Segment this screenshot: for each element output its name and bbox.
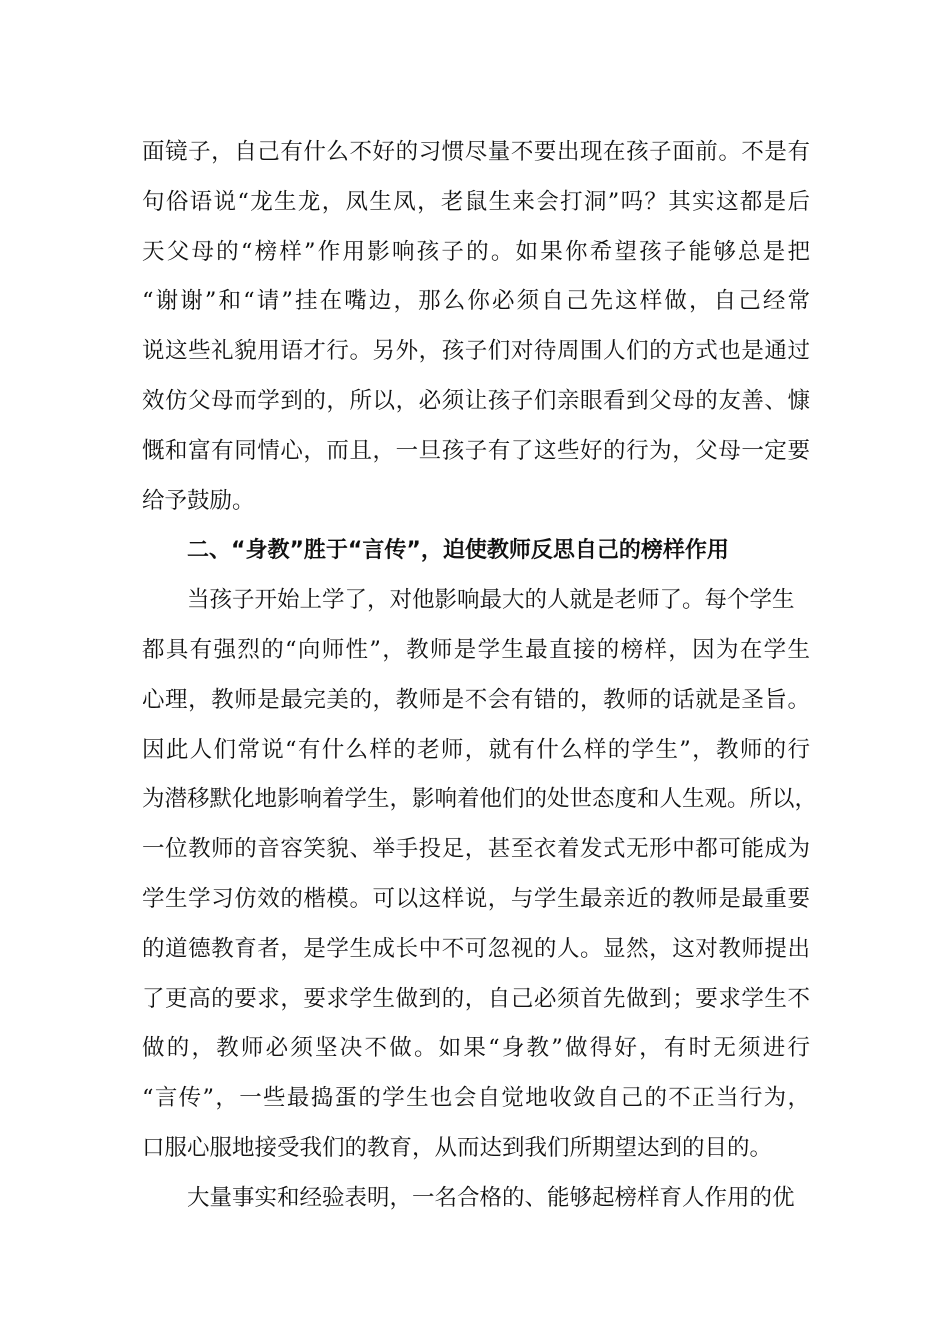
body-text — [142, 128, 818, 1224]
text-line: 面镜子，自己有什么不好的习惯尽量不要出现在孩子面前。不是有 — [142, 139, 810, 165]
text-line: 都具有强烈的“向师性”，教师是学生最直接的榜样，因为在学生 — [142, 636, 810, 663]
text-line: 学生学习仿效的楷模。可以这样说，与学生最亲近的教师是最重要 — [142, 885, 810, 912]
text-line: 说这些礼貌用语才行。另外，孩子们对待周围人们的方式也是通过 — [142, 338, 810, 365]
text-line: 的道德教育者，是学生成长中不可忽视的人。显然，这对教师提出 — [142, 935, 810, 962]
text-line: 一位教师的音容笑貌、举手投足，甚至衣着发式无形中都可能成为 — [142, 836, 810, 863]
text-line: “谢谢”和“请”挂在嘴边，那么你必须自己先这样做，自己经常 — [142, 288, 810, 315]
text-line: 口服心服地接受我们的教育，从而达到我们所期望达到的目的。 — [142, 1134, 773, 1161]
text-line: 句俗语说“龙生龙，凤生凤，老鼠生来会打洞”吗？其实这都是后 — [142, 188, 810, 215]
text-line: 心理，教师是最完美的，教师是不会有错的，教师的话就是圣旨。 — [142, 686, 810, 713]
text-line: 天父母的“榜样”作用影响孩子的。如果你希望孩子能够总是把 — [142, 238, 810, 265]
text-line: 大量事实和经验表明，一名合格的、能够起榜样育人作用的优 — [187, 1184, 795, 1211]
text-line: 因此人们常说“有什么样的老师，就有什么样的学生”，教师的行 — [142, 736, 810, 763]
text-line: 为潜移默化地影响着学生，影响着他们的处世态度和人生观。所以， — [142, 786, 818, 813]
text-line: 了更高的要求，要求学生做到的，自己必须首先做到；要求学生不 — [142, 985, 810, 1012]
text-line: “言传”，一些最捣蛋的学生也会自觉地收敛自己的不正当行为， — [142, 1085, 810, 1112]
text-line: 慨和富有同情心，而且，一旦孩子有了这些好的行为，父母一定要 — [142, 437, 810, 464]
text-line: 给予鼓励。 — [142, 487, 255, 514]
text-line: 做的，教师必须坚决不做。如果“身教”做得好，有时无须进行 — [142, 1035, 810, 1062]
text-line: 效仿父母而学到的，所以，必须让孩子们亲眼看到父母的友善、慷 — [142, 387, 810, 414]
section-heading: 二、“身教”胜于“言传”，迫使教师反思自己的榜样作用 — [187, 538, 729, 564]
text-line: 当孩子开始上学了，对他影响最大的人就是老师了。每个学生 — [187, 587, 795, 614]
